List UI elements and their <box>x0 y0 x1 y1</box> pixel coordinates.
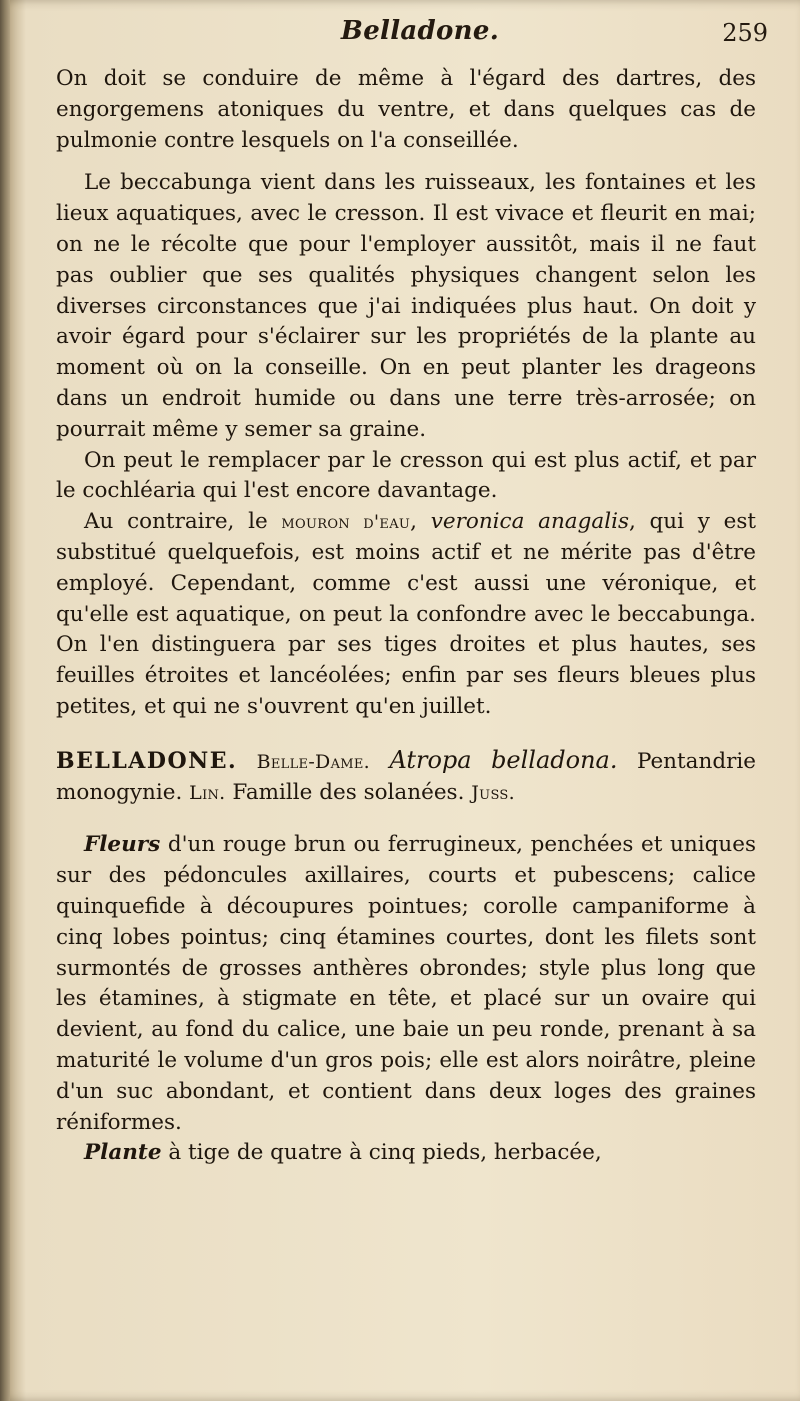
mouron-text-before: Au contraire, le <box>84 509 282 535</box>
fleurs-lead: Fleurs <box>84 832 161 858</box>
paragraph-plante <box>56 1138 756 1169</box>
entry-family: Famille des solanées. <box>232 779 465 805</box>
page-number: 259 <box>722 19 768 47</box>
entry-latin-genus: Atropa <box>389 745 472 774</box>
entry-linnaeus: Lin. <box>189 781 226 804</box>
paragraph-fleurs <box>56 830 756 1138</box>
page-header <box>60 16 780 56</box>
mouron-text-after: , qui y est substitué quelquefois, est moins actif et ne mérite pas d'être employé. Cependant, comme c'est aussi une véronique, et qu'elle est aquatique, on peut la confondre avec le beccabunga. On l'en distinguera par ses tiges droites et plus hautes, ses feuilles étroites et lancéolées; enfin par ses fleurs bleues plus petites, et qui ne s'ouvrent qu'en juillet. <box>56 509 757 719</box>
book-binding-edge <box>0 0 10 1401</box>
paragraph-beccabunga: Le beccabunga vient dans les ruisseaux, les fontaines et les lieux aquatiques, avec le cresson. Il est vivace et fleurit en mai; on ne le récolte que pour l'employer aussitôt, mais il ne faut pas oublier que ses qualités physiques changent selon les diverses circonstances que j'ai indiquées plus haut. On doit y avoir égard pour s'éclairer sur les propriétés de la plante au moment où on la conseille. On en peut planter les drageons dans un endroit humide ou dans une terre très-arrosée; on pourrait même y semer sa graine. <box>56 170 756 442</box>
paragraph-dartres: On doit se conduire de même à l'égard des dartres, des engorgemens atoniques du ventre, et dans quelques cas de pulmonie contre lesquels on l'a conseillée. <box>56 66 756 153</box>
mouron-comma: , <box>410 509 431 535</box>
body-text <box>56 64 756 1169</box>
entry-common-name: Belle-Dame. <box>256 750 370 773</box>
fleurs-text: d'un rouge brun ou ferrugineux, penchées et uniques sur des pédoncules axillaires, courts et pubescens; calice quinquefide à découpures pointues; corolle campaniforme à cinq lobes pointus; cinq étamines courtes, dont les filets sont surmontés de grosses anthères obrondes; style plus long que les étamines, à stigmate en tête, et placé sur un ovaire qui devient, au fond du calice, une baie un peu ronde, prenant à sa maturité le volume d'un gros pois; elle est alors noirâtre, pleine d'un suc abondant, et contient dans deux loges des graines réniformes. <box>56 832 756 1135</box>
mouron-latin-name: veronica anagalis <box>430 509 629 535</box>
plante-lead: Plante <box>84 1140 162 1166</box>
running-title: Belladone. <box>340 16 500 46</box>
plante-text: à tige de quatre à cinq pieds, herbacée, <box>161 1140 602 1166</box>
entry-jussieu: Juss. <box>471 781 515 804</box>
paragraph-cresson: On peut le remplacer par le cresson qui est plus actif, et par le cochléaria qui l'est encore davantage. <box>56 447 756 504</box>
paragraph-mouron <box>56 507 756 723</box>
entry-lemma: BELLADONE. <box>56 747 238 774</box>
entry-classification: Pentandrie monogynie. <box>56 748 756 805</box>
entry-heading <box>56 745 756 809</box>
mouron-common-name: mouron d'eau <box>281 511 411 534</box>
entry-latin-species: belladona. <box>491 745 618 774</box>
